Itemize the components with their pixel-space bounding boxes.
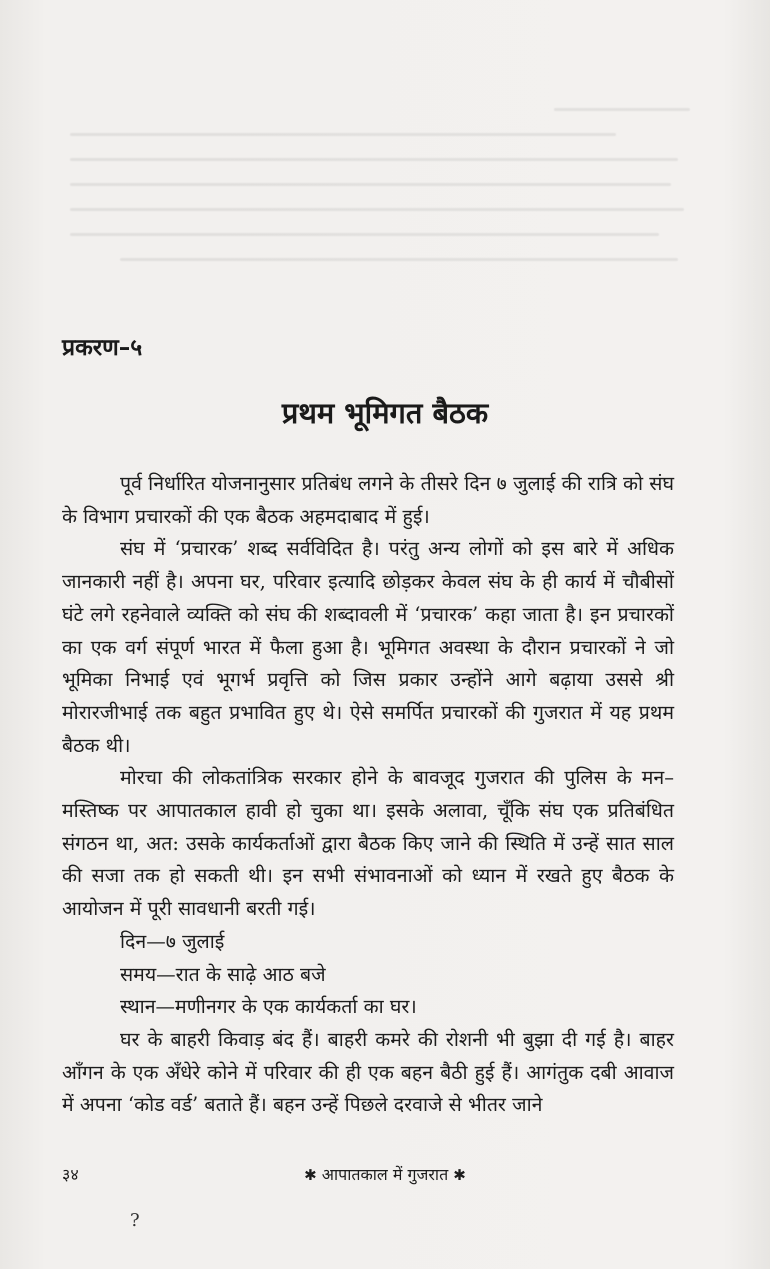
paragraph: घर के बाहरी किवाड़ बंद हैं। बाहरी कमरे की रोशनी भी बुझा दी गई है। बाहर आँगन के एक अँधेरे कोने में परिवार की ही एक बहन बैठी हुई हैं। आगंतुक दबी आवाज में अपना ‘कोड वर्ड’ बताते हैं। बहन उन्हें पिछले दरवाजे से भीतर जाने: [62, 1027, 674, 1117]
chapter-label: प्रकरण–५: [62, 335, 143, 361]
paragraph: संघ में ‘प्रचारक’ शब्द सर्वविदित है। परंतु अन्य लोगों को इस बारे में अधिक जानकारी नहीं है। अपना घर, परिवार इत्यादि छोड़कर केवल संघ के ही कार्य में चौबीसों घंटे लगे रहनेवाले व्यक्ति को संघ की शब्दावली में ‘प्रचारक’ कहा जाता है। इन प्रचारकों का एक वर्ग संपूर्ण भारत में फैला हुआ है। भूमिगत अवस्था के दौरान प्रचारकों ने जो भूमिका निभाई एवं भूगर्भ प्रवृत्ति को जिस प्रकार उन्होंने आगे बढ़ाया उससे श्री मोरारजीभाई तक बहुत प्रभावित हुए थे। ऐसे समर्पित प्रचारकों की गुजरात में यह प्रथम बैठक थी।: [62, 537, 674, 757]
detail-date: दिन—७ जुलाई: [120, 929, 225, 953]
running-footer: [0, 1163, 770, 1185]
body-text: [62, 468, 674, 1122]
show-through-text: [70, 108, 690, 338]
paragraph: मोरचा की लोकतांत्रिक सरकार होने के बावजूद गुजरात की पुलिस के मन–मस्तिष्क पर आपातकाल हावी हो चुका था। इसके अलावा, चूँकि संघ एक प्रतिबंधित संगठन था, अत: उसके कार्यकर्ताओं द्वारा बैठक किए जाने की स्थिति में उन्हें सात साल की सजा तक हो सकती थी। इन सभी संभावनाओं को ध्यान में रखते हुए बैठक के आयोजन में पूरी सावधानी बरती गई।: [62, 766, 674, 921]
star-icon: ✱: [304, 1166, 317, 1184]
paragraph: पूर्व निर्धारित योजनानुसार प्रतिबंध लगने के तीसरे दिन ७ जुलाई की रात्रि को संघ के विभाग प्रचारकों की एक बैठक अहमदाबाद में हुई।: [62, 472, 674, 528]
detail-place: स्थान—मणीनगर के एक कार्यकर्ता का घर।: [120, 995, 417, 1019]
page-title: प्रथम भूमिगत बैठक: [281, 396, 489, 430]
book-title: आपातकाल में गुजरात: [321, 1165, 449, 1184]
page-number: ३४: [62, 1165, 79, 1184]
star-icon: ✱: [453, 1166, 466, 1184]
detail-time: समय—रात के साढ़े आठ बजे: [120, 962, 326, 986]
stray-mark: ?: [130, 1210, 140, 1231]
